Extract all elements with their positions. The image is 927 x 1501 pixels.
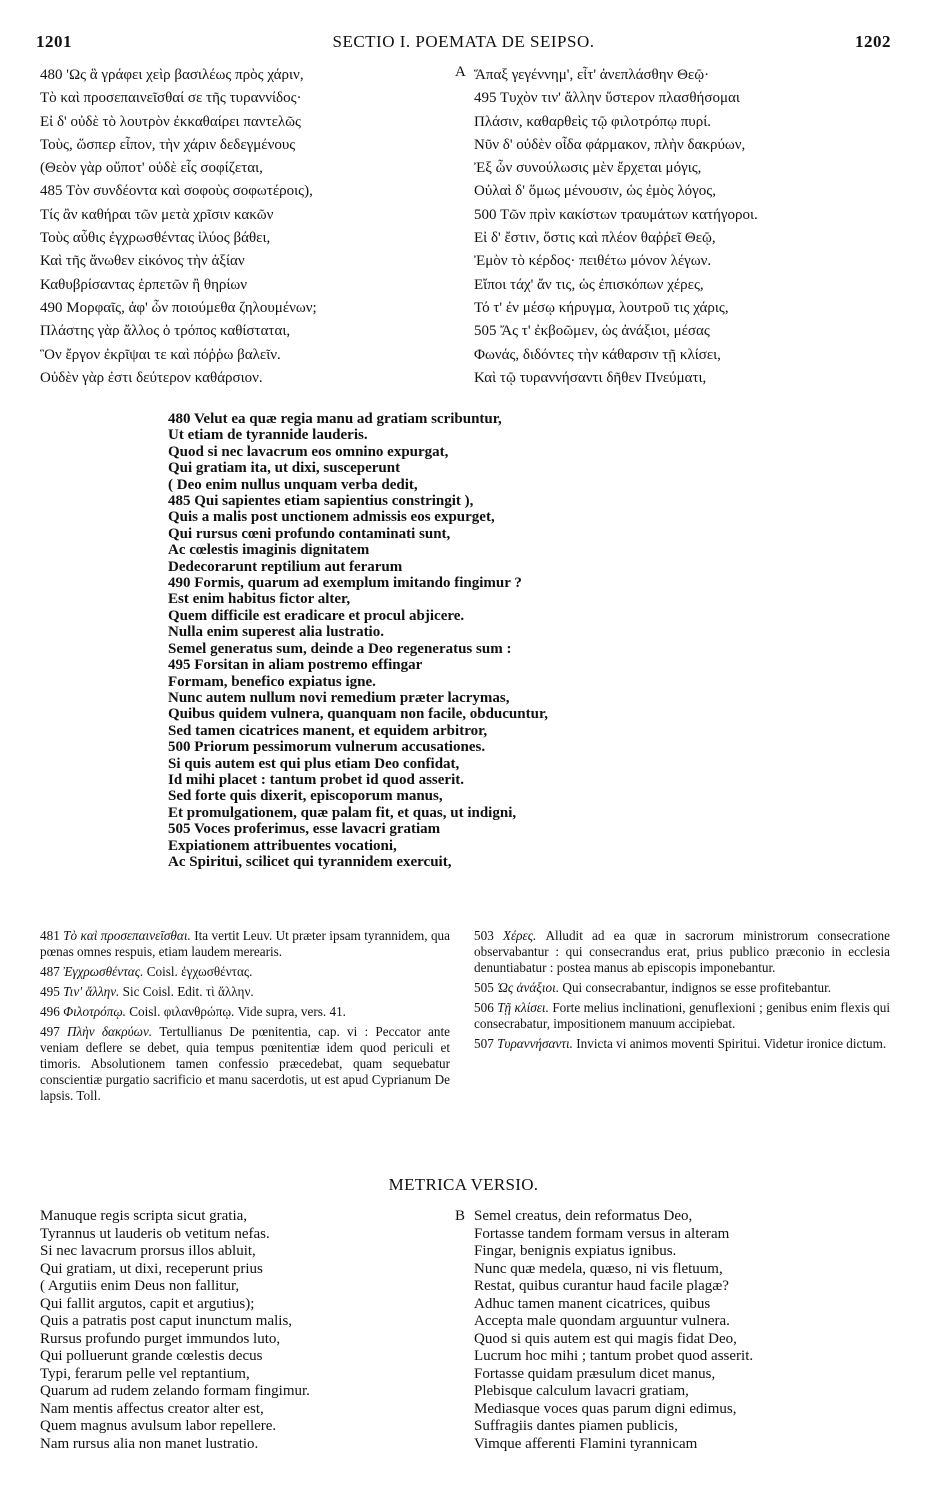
metric-line: Semel creatus, dein reformatus Deo, <box>474 1208 693 1224</box>
footnote-lemma: Χέρες. <box>502 928 537 943</box>
footnote-lemma: Τῇ κλίσει. <box>497 1000 549 1015</box>
metric-line: Quis a patratis post caput inunctum malis, <box>40 1313 293 1329</box>
metric-line: Quod si quis autem est qui magis fidat Deo, <box>474 1330 737 1347</box>
translation-line: Qui rursus cœni profundo contaminati sunt, <box>168 525 451 542</box>
footnote <box>40 984 450 1000</box>
verse-line: 495 Τυχὸν τιν' ἄλλην ὕστερον πλασθήσομαι <box>474 90 740 107</box>
translation-line: Ac cœlestis imaginis dignitatem <box>168 542 370 559</box>
metric-line: Qui fallit argutos, capit et argutius); <box>40 1295 255 1312</box>
verse-line: Τὸ καὶ προσεπαινεῖσθαί σε τῆς τυραννίδος· <box>40 90 302 107</box>
footnote-number: 503 <box>474 928 494 943</box>
footnote-text: Forte melius inclinationi, genuflexioni ; genibus enim flexis qui consecrabatur, impositionem manuum accipiebat. <box>474 1000 891 1031</box>
footnote-number: 481 <box>40 928 60 943</box>
footnote-number: 495 <box>40 984 60 999</box>
metric-line: Qui polluerunt grande cœlestis decus <box>40 1348 263 1364</box>
footnote-lemma: Φιλοτρόπῳ. <box>63 1004 126 1019</box>
translation-line: Quis a malis post unctionem admissis eos expurget, <box>168 509 495 526</box>
metric-line: Mediasque voces quas parum digni edimus, <box>474 1400 737 1417</box>
footnotes-left-column <box>40 928 450 1108</box>
footnote-lemma: Ὡς ἀνάξιοι. <box>497 980 560 995</box>
footnote-text: Coisl. ἐγχωσθέντας. <box>146 964 253 979</box>
verse-line: Εἰ δ' ἔστιν, ὅστις καὶ πλέον θαῤῥεῖ Θεῷ, <box>474 230 716 247</box>
footnote-text: Sic Coisl. Edit. τὶ ἄλλην. <box>122 984 254 999</box>
page-number-left: 1201 <box>36 32 72 51</box>
translation-line: 505 Voces proferimus, esse lavacri gratiam <box>168 821 441 838</box>
footnote-lemma: Ἐγχρωσθέντας. <box>63 964 144 979</box>
footnote-text: Ita vertit Leuv. Ut præter ipsam tyrannidem, qua pœnas omnes respuis, etiam laudem merearis. <box>40 928 450 959</box>
verse-line: Νῦν δ' οὐδὲν οἶδα φάρμακον, πλὴν δακρύων, <box>474 136 746 153</box>
translation-line: Formam, benefico expiatus igne. <box>168 673 376 690</box>
verse-line: Τοὺς αὖθις ἐγχρωσθέντας ἰλύος βάθει, <box>40 230 271 247</box>
verse-line: Τίς ἂν καθήραι τῶν μετὰ χρῖσιν κακῶν <box>40 206 274 223</box>
translation-line: Nunc autem nullum novi remedium præter lacrymas, <box>168 689 510 706</box>
footnote <box>40 1024 450 1104</box>
column-marker-a: A <box>455 64 466 80</box>
metric-line: Accepta male quondam arguuntur vulnera. <box>474 1313 730 1329</box>
translation-line: Qui gratiam ita, ut dixi, susceperunt <box>168 460 401 477</box>
translation-line: Sed tamen cicatrices manent, et equidem arbitror, <box>168 722 488 739</box>
footnote-text: Invicta vi animos moventi Spiritui. Videtur ironice dictum. <box>576 1036 887 1051</box>
footnote-number: 506 <box>474 1000 494 1015</box>
verse-line: Καὶ τῆς ἄνωθεν εἰκόνος τὴν ἀξίαν <box>40 253 245 270</box>
verse-line: Καὶ τῷ τυραννήσαντι δῆθεν Πνεύματι, <box>474 369 707 386</box>
metric-line: Fingar, benignis expiatus ignibus. <box>474 1243 677 1259</box>
verse-line: Οὐδὲν γὰρ ἐστι δεύτερον καθάρσιον. <box>40 369 263 386</box>
translation-line: 500 Priorum pessimorum vulnerum accusationes. <box>168 739 486 756</box>
footnote-text: Qui consecrabantur, indignos se esse profitebantur. <box>562 980 832 995</box>
verse-line: 485 Τὸν συνδέοντα καὶ σοφοὺς σοφωτέροις), <box>40 183 313 200</box>
section-subheading: METRICA VERSIO. <box>388 1175 539 1194</box>
greek-text-left-column <box>40 64 440 390</box>
verse-line: Τό τ' ἐν μέσῳ κήρυγμα, λουτροῦ τις χάρις, <box>474 299 729 316</box>
verse-line: Καθυβρίσαντας ἑρπετῶν ἢ θηρίων <box>40 276 248 293</box>
greek-text-right-column <box>474 64 894 390</box>
verse-line: 500 Τῶν πρὶν κακίστων τραυμάτων κατήγοροι. <box>474 206 758 223</box>
metric-line: Si nec lavacrum prorsus illos abluit, <box>40 1243 256 1259</box>
metrical-version-left-column <box>40 1208 440 1453</box>
footnote <box>40 1004 450 1020</box>
translation-line: 485 Qui sapientes etiam sapientius constringit ), <box>168 493 474 510</box>
translation-line: Sed forte quis dixerit, episcoporum manus, <box>168 788 443 805</box>
footnote <box>474 980 890 996</box>
translation-line: Si quis autem est qui plus etiam Deo confidat, <box>168 755 460 772</box>
translation-line: ( Deo enim nullus unquam verba dedit, <box>168 476 418 493</box>
metric-line: Fortasse quidam præsulum dicet manus, <box>474 1365 716 1382</box>
translation-line: Id mihi placet : tantum probet id quod asserit. <box>168 771 465 788</box>
verse-line: Ἐξ ὧν συνούλωσις μὲν ἔρχεται μόγις, <box>474 160 702 177</box>
footnote-number: 507 <box>474 1036 494 1051</box>
metrical-version-right-column <box>474 1208 894 1453</box>
translation-line: 490 Formis, quarum ad exemplum imitando fingimur ? <box>168 575 522 592</box>
metric-line: Tyrannus ut lauderis ob vetitum nefas. <box>40 1225 270 1242</box>
footnote <box>474 1036 890 1052</box>
footnote-number: 496 <box>40 1004 60 1019</box>
metric-line: Qui gratiam, ut dixi, receperunt prius <box>40 1260 263 1277</box>
metric-line: Manuque regis scripta sicut gratia, <box>40 1208 248 1224</box>
footnote-number: 487 <box>40 964 60 979</box>
metric-line: Typi, ferarum pelle vel reptantium, <box>40 1365 250 1382</box>
metric-line: Quem magnus avulsum labor repellere. <box>40 1418 277 1434</box>
footnote-number: 505 <box>474 980 494 995</box>
footnote-text: Tertullianus De pœnitentia, cap. vi : Peccator ante veniam deflere se debet, quia tempus pœnitentiæ idem quod periculi et timoris. Absolutionem tamen confessio præcedebat, quam sequebatur conscientiæ purgatio sacrificio et manu sacerdotis, ut est apud Cyprianum De lapsis. Toll. <box>40 1024 450 1103</box>
translation-line: Ut etiam de tyrannide lauderis. <box>168 427 368 444</box>
footnotes-right-column <box>474 928 890 1056</box>
running-header <box>36 32 891 54</box>
footnote-lemma: Πλὴν δακρύων. <box>67 1024 153 1039</box>
footnote-lemma: Τιν' ἄλλην. <box>63 984 120 999</box>
verse-line: Εἰ δ' οὐδὲ τὸ λουτρὸν ἐκκαθαίρει παντελῶς <box>40 113 301 130</box>
translation-line: Et promulgationem, quæ palam fit, et quas, ut indigni, <box>168 804 517 821</box>
verse-line: Τοὺς, ὥσπερ εἶπον, τὴν χάριν δεδεγμένους <box>40 136 296 153</box>
footnote-lemma: Τὸ καὶ προσεπαινεῖσθαι. <box>63 928 191 943</box>
footnote-text: Alludit ad ea quæ in sacrorum ministrorum consecratione observabantur : qui consecrandus erat, prius publico præconio in ecclesia denuntiabatur : postea manus ab episcopis imponebantur. <box>474 928 890 975</box>
translation-line: Quem difficile est eradicare et procul abjicere. <box>168 607 465 624</box>
metric-line: Fortasse tandem formam versus in alteram <box>474 1225 730 1242</box>
translation-line: Dedecorarunt reptilium aut ferarum <box>168 558 403 575</box>
metric-line: ( Argutiis enim Deus non fallitur, <box>40 1278 240 1294</box>
metric-line: Plebisque calculum lavacri gratiam, <box>474 1383 689 1399</box>
metric-line: Adhuc tamen manent cicatrices, quibus <box>474 1295 711 1312</box>
verse-line: 505 Ἄς τ' ἐκβοῶμεν, ὡς ἀνάξιοι, μέσας <box>474 323 710 340</box>
footnote-text: Coisl. φιλανθρώπῳ. Vide supra, vers. 41. <box>129 1004 346 1019</box>
verse-line: Ὃν ἔργον ἐκρῖψαι τε καὶ πόῤῥω βαλεῖν. <box>40 346 281 363</box>
verse-line: Πλάσιν, καθαρθεὶς τῷ φιλοτρόπῳ πυρί. <box>474 113 711 130</box>
page-number-right: 1202 <box>855 32 891 51</box>
metric-line: Vimque afferenti Flamini tyrannicam <box>474 1435 698 1452</box>
metric-line: Lucrum hoc mihi ; tantum probet quod asserit. <box>474 1348 754 1364</box>
running-title: SECTIO I. POEMATA DE SEIPSO. <box>332 32 595 51</box>
verse-line: Ἐμὸν τὸ κέρδος· πειθέτω μόνον λέγων. <box>474 253 712 270</box>
translation-line: 480 Velut ea quæ regia manu ad gratiam scribuntur, <box>168 411 502 427</box>
metric-line: Rursus profundo purget immundos luto, <box>40 1330 281 1347</box>
translation-line: Expiationem attribuentes vocationi, <box>168 837 397 854</box>
latin-translation <box>168 411 788 870</box>
translation-line: Est enim habitus fictor alter, <box>168 591 351 608</box>
footnote <box>474 928 890 976</box>
translation-line: Quibus quidem vulnera, quanquam non facile, obducuntur, <box>168 706 548 723</box>
translation-line: 495 Forsitan in aliam postremo effingar <box>168 657 423 674</box>
footnote <box>474 1000 890 1032</box>
metric-line: Restat, quibus curantur haud facile plagæ? <box>474 1278 729 1294</box>
translation-line: Nulla enim superest alia lustratio. <box>168 624 384 641</box>
verse-line: 480 'Ως ἃ γράφει χεὶρ βασιλέως πρὸς χάριν, <box>40 67 304 83</box>
metric-line: Suffragiis dantes piamen publicis, <box>474 1418 678 1434</box>
footnote <box>40 928 450 960</box>
verse-line: Πλάστης γὰρ ἄλλος ὁ τρόπος καθίσταται, <box>40 323 291 340</box>
translation-line: Semel generatus sum, deinde a Deo regeneratus sum : <box>168 640 512 657</box>
verse-line: Φωνάς, διδόντες τὴν κάθαρσιν τῇ κλίσει, <box>474 346 721 363</box>
metric-line: Nam mentis affectus creator alter est, <box>40 1400 264 1417</box>
translation-line: Ac Spiritui, scilicet qui tyrannidem exercuit, <box>168 853 452 870</box>
column-marker-b: B <box>455 1208 466 1224</box>
verse-line: Οὐλαὶ δ' ὅμως μένουσιν, ὡς ἐμὸς λόγος, <box>474 183 716 200</box>
translation-line: Quod si nec lavacrum eos omnino expurgat, <box>168 443 449 460</box>
verse-line: (Θεὸν γὰρ οὔποτ' οὐδὲ εἷς σοφίζεται, <box>40 160 263 177</box>
footnote-number: 497 <box>40 1024 60 1039</box>
metric-line: Nunc quæ medela, quæso, ni vis fletuum, <box>474 1260 723 1277</box>
metric-line: Nam rursus alia non manet lustratio. <box>40 1435 259 1452</box>
verse-line: Εἴποι τάχ' ἄν τις, ὡς ἐπισκόπων χέρες, <box>474 276 704 293</box>
footnote-lemma: Τυραννήσαντι. <box>497 1036 573 1051</box>
metric-line: Quarum ad rudem zelando formam fingimur. <box>40 1383 310 1399</box>
footnote <box>40 964 450 980</box>
verse-line: 490 Μορφαῖς, ἀφ' ὧν ποιούμεθα ζηλουμένων; <box>40 299 317 316</box>
verse-line: Ἅπαξ γεγέννημ', εἶτ' ἀνεπλάσθην Θεῷ· <box>474 67 710 83</box>
